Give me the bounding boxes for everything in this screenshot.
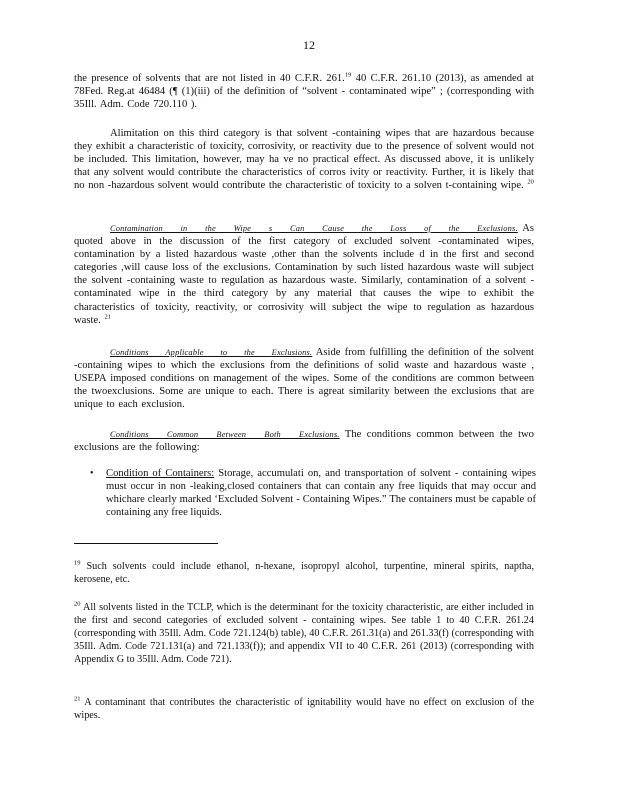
paragraph-text: 40 C.F.R. 261.10 (2013), as amended at 78Fed. Reg.at 46484 (¶ (1)(iii) of the definition of “solvent - contaminated wipe” ; (corresponding with 35Ill. Adm. Code 720.110 ). — [74, 73, 534, 111]
page-number: 12 — [303, 38, 315, 52]
footnote-separator — [74, 543, 218, 544]
paragraph-text: Aside from fulfilling the definition of the solvent -containing wipes to which the exclusions from the definitions of solid waste and hazardous waste , USEPA imposed conditions on management of the wipes. Some of the conditions are common between the twoexclusions. Some are unique to each. There is agreat similarity between the exclusions that are unique to each exclusion. — [74, 347, 534, 411]
section-heading: Contamination in the Wipe s Can Cause the Loss of the Exclusions. — [110, 224, 518, 233]
footnote-text: All solvents listed in the TCLP, which is the determinant for the toxicity characteristic, are either included in the first and second categories of excluded solvent - containing wipes. See table 1 to 40 C.F.R. 261.24 (corresponding with 35Ill. Adm. Code 721.124(b) table), 40 C.F.R. 261.31(a) and 261.33(f) (corresponding with 35Ill. Adm. Code 721.131(a) and 721.133(f)); and appendix VII to 40 C.F.R. 261 (2013) (corresponding with Appendix G to 35Ill. Adm. Code 721). — [74, 602, 534, 665]
footnote-text: A contaminant that contributes the characteristic of ignitability would have no effect on exclusion of the wipes. — [74, 697, 534, 721]
bullet-item — [90, 467, 536, 519]
bullet-heading: Condition of Containers: — [106, 468, 215, 479]
paragraph-common-conditions — [74, 428, 534, 454]
footnote-number: 19 — [74, 559, 81, 567]
section-heading: Conditions Applicable to the Exclusions. — [110, 348, 313, 357]
section-heading: Conditions Common Between Both Exclusions. — [110, 430, 340, 439]
paragraph-text: Alimitation on this third category is that solvent -containing wipes that are hazardous because they exhibit a characteristic of toxicity, corrosivity, or reactivity due to the presence of solvent would not be included. This limitation, however, may ha ve no practical effect. As discussed above, it is unlikely that any solvent would contribute the characteristics of corros ivity or reactivity. Further, it is likely that no non -hazardous solvent would contribute the characteristic of toxicity to a solven t-containing wipe. — [74, 128, 535, 192]
footnote-ref-21: 21 — [104, 313, 111, 321]
footnote-text: Such solvents could include ethanol, n-hexane, isopropyl alcohol, turpentine, mineral spirits, naptha, kerosene, etc. — [74, 561, 535, 585]
bullet-text: Storage, accumulati on, and transportation of solvent - containing wipes must occur in non -leaking,closed containers that can contain any free liquids that may occur and whichare clearly marked ‘Excluded Solvent - Containing Wipes.” The containers must be capable of containing any free liquids. — [106, 468, 536, 519]
footnote-ref-20: 20 — [527, 178, 534, 186]
paragraph-continuation — [74, 72, 534, 111]
footnote-21 — [74, 696, 534, 722]
paragraph-text: the presence of solvents that are not listed in 40 C.F.R. 261. — [74, 73, 345, 84]
paragraph-conditions — [74, 346, 534, 411]
paragraph-contamination — [74, 222, 534, 327]
footnote-number: 21 — [74, 695, 81, 703]
footnote-19 — [74, 560, 534, 586]
paragraph-text: The conditions common between the two exclusions are the following: — [74, 429, 534, 454]
bullet-symbol: • — [90, 468, 94, 479]
footnote-20 — [74, 601, 534, 666]
footnote-ref-19: 19 — [344, 71, 352, 79]
footnote-number: 20 — [74, 600, 81, 608]
paragraph-limitation — [74, 127, 534, 192]
paragraph-text: As quoted above in the discussion of the first category of excluded solvent -contaminated wipes, contamination by a listed hazardous waste ,other than the solvents include d in the first and second categories ,will cause loss of the exclusions. Contamination by such listed hazardous waste will subject the solvent -containing waste to regulation as hazardous waste. Similarly, contamination of a solvent -contaminated wipe in the third category by any material that causes the wipe to exhibit the characteristics of toxicity, reactivity, or corrosivity will subject the wipe to regulation as hazardous waste. — [74, 223, 534, 326]
